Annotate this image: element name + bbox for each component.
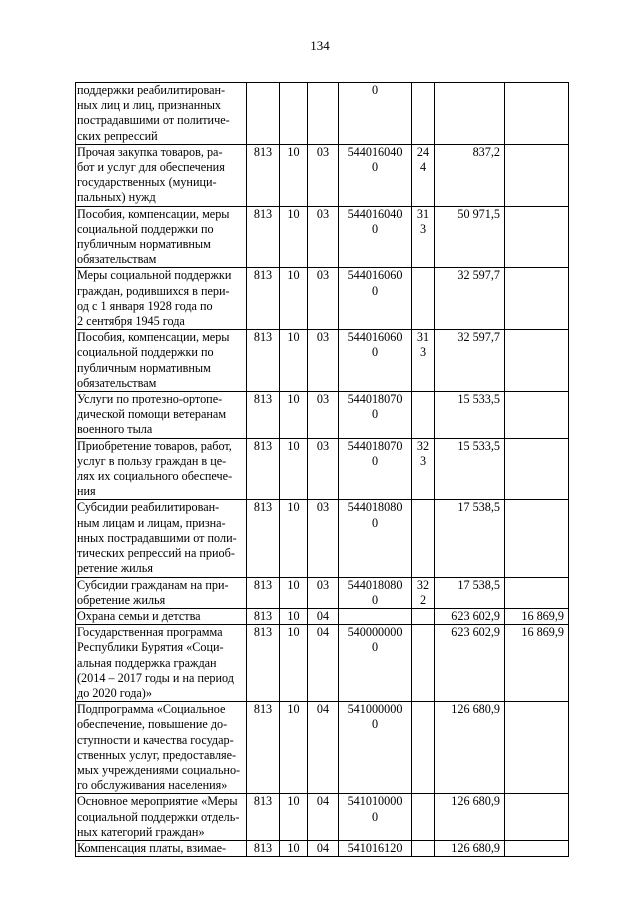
table-row xyxy=(76,83,569,145)
subsection-code-cell: 03 xyxy=(308,500,339,577)
subsection-code-cell: 04 xyxy=(308,794,339,841)
target-article-cell: 544016060 0 xyxy=(339,330,412,392)
subvention-amount-cell xyxy=(505,206,569,268)
section-code-cell: 10 xyxy=(280,268,308,330)
section-code-cell: 10 xyxy=(280,144,308,206)
table-row xyxy=(76,392,569,439)
name-cell: Государственная программа Республики Бурятия «Соци- альная поддержка граждан (2014 – 2017 годы и на период до 2020 года)» xyxy=(76,625,247,702)
ministry-code-cell: 813 xyxy=(247,608,280,624)
ministry-code-cell: 813 xyxy=(247,577,280,608)
name-cell: Подпрограмма «Социальное обеспечение, повышение до- ступности и качества государ- ственных услуг, предоставляе- мых учреждениями социально- го обслуживания населения» xyxy=(76,702,247,794)
section-code-cell: 10 xyxy=(280,608,308,624)
ministry-code-cell: 813 xyxy=(247,625,280,702)
section-code-cell: 10 xyxy=(280,206,308,268)
subsection-code-cell: 03 xyxy=(308,577,339,608)
budget-table xyxy=(75,82,569,857)
table-row xyxy=(76,608,569,624)
expense-type-cell xyxy=(412,83,435,145)
amount-cell: 126 680,9 xyxy=(435,840,505,856)
table-row xyxy=(76,206,569,268)
ministry-code-cell: 813 xyxy=(247,392,280,439)
target-article-cell: 544016040 0 xyxy=(339,206,412,268)
section-code-cell: 10 xyxy=(280,840,308,856)
subvention-amount-cell: 16 869,9 xyxy=(505,608,569,624)
subsection-code-cell: 03 xyxy=(308,144,339,206)
amount-cell: 837,2 xyxy=(435,144,505,206)
target-article-cell: 0 xyxy=(339,83,412,145)
amount-cell: 15 533,5 xyxy=(435,392,505,439)
table-row xyxy=(76,840,569,856)
table-row xyxy=(76,500,569,577)
table-row xyxy=(76,268,569,330)
expense-type-cell xyxy=(412,392,435,439)
ministry-code-cell: 813 xyxy=(247,268,280,330)
amount-cell: 32 597,7 xyxy=(435,268,505,330)
ministry-code-cell: 813 xyxy=(247,206,280,268)
subvention-amount-cell xyxy=(505,330,569,392)
subsection-code-cell: 03 xyxy=(308,330,339,392)
section-code-cell: 10 xyxy=(280,500,308,577)
subsection-code-cell: 03 xyxy=(308,206,339,268)
amount-cell: 50 971,5 xyxy=(435,206,505,268)
section-code-cell: 10 xyxy=(280,330,308,392)
amount-cell: 32 597,7 xyxy=(435,330,505,392)
section-code-cell: 10 xyxy=(280,625,308,702)
target-article-cell: 540000000 0 xyxy=(339,625,412,702)
section-code-cell: 10 xyxy=(280,577,308,608)
target-article-cell: 541016120 xyxy=(339,840,412,856)
table-row xyxy=(76,144,569,206)
amount-cell: 15 533,5 xyxy=(435,438,505,500)
name-cell: Прочая закупка товаров, ра- бот и услуг для обеспечения государственных (муници- пальных) нужд xyxy=(76,144,247,206)
expense-type-cell xyxy=(412,702,435,794)
ministry-code-cell xyxy=(247,83,280,145)
ministry-code-cell: 813 xyxy=(247,438,280,500)
expense-type-cell: 32 3 xyxy=(412,438,435,500)
subvention-amount-cell xyxy=(505,577,569,608)
section-code-cell: 10 xyxy=(280,438,308,500)
subvention-amount-cell xyxy=(505,268,569,330)
target-article-cell: 544018070 0 xyxy=(339,392,412,439)
table-row xyxy=(76,577,569,608)
amount-cell: 126 680,9 xyxy=(435,794,505,841)
subsection-code-cell: 03 xyxy=(308,438,339,500)
amount-cell: 623 602,9 xyxy=(435,608,505,624)
subsection-code-cell: 04 xyxy=(308,702,339,794)
subvention-amount-cell xyxy=(505,840,569,856)
amount-cell: 126 680,9 xyxy=(435,702,505,794)
name-cell: Субсидии реабилитирован- ным лицам и лицам, призна- нных пострадавшими от поли- тических репрессий на приоб- ретение жилья xyxy=(76,500,247,577)
expense-type-cell xyxy=(412,500,435,577)
ministry-code-cell: 813 xyxy=(247,500,280,577)
page-number: 134 xyxy=(310,38,330,53)
target-article-cell: 544018080 0 xyxy=(339,577,412,608)
target-article-cell: 544018070 0 xyxy=(339,438,412,500)
expense-type-cell: 32 2 xyxy=(412,577,435,608)
target-article-cell xyxy=(339,608,412,624)
subsection-code-cell: 04 xyxy=(308,625,339,702)
subsection-code-cell: 03 xyxy=(308,392,339,439)
table-row xyxy=(76,330,569,392)
ministry-code-cell: 813 xyxy=(247,330,280,392)
amount-cell: 623 602,9 xyxy=(435,625,505,702)
section-code-cell: 10 xyxy=(280,794,308,841)
expense-type-cell xyxy=(412,794,435,841)
subvention-amount-cell xyxy=(505,702,569,794)
expense-type-cell: 24 4 xyxy=(412,144,435,206)
subsection-code-cell: 04 xyxy=(308,840,339,856)
expense-type-cell xyxy=(412,625,435,702)
subsection-code-cell: 03 xyxy=(308,268,339,330)
subvention-amount-cell: 16 869,9 xyxy=(505,625,569,702)
subvention-amount-cell xyxy=(505,83,569,145)
subsection-code-cell: 04 xyxy=(308,608,339,624)
expense-type-cell: 31 3 xyxy=(412,206,435,268)
name-cell: Меры социальной поддержки граждан, родившихся в пери- од с 1 января 1928 года по 2 сентября 1945 года xyxy=(76,268,247,330)
subvention-amount-cell xyxy=(505,438,569,500)
name-cell: Пособия, компенсации, меры социальной поддержки по публичным нормативным обязательствам xyxy=(76,206,247,268)
expense-type-cell xyxy=(412,840,435,856)
ministry-code-cell: 813 xyxy=(247,794,280,841)
amount-cell xyxy=(435,83,505,145)
target-article-cell: 544016060 0 xyxy=(339,268,412,330)
ministry-code-cell: 813 xyxy=(247,702,280,794)
expense-type-cell xyxy=(412,608,435,624)
section-code-cell: 10 xyxy=(280,702,308,794)
target-article-cell: 544018080 0 xyxy=(339,500,412,577)
subvention-amount-cell xyxy=(505,500,569,577)
target-article-cell: 541010000 0 xyxy=(339,794,412,841)
expense-type-cell xyxy=(412,268,435,330)
amount-cell: 17 538,5 xyxy=(435,500,505,577)
target-article-cell: 544016040 0 xyxy=(339,144,412,206)
subvention-amount-cell xyxy=(505,794,569,841)
ministry-code-cell: 813 xyxy=(247,144,280,206)
name-cell: Субсидии гражданам на при- обретение жилья xyxy=(76,577,247,608)
name-cell: Приобретение товаров, работ, услуг в пользу граждан в це- лях их социального обеспече- ния xyxy=(76,438,247,500)
name-cell: поддержки реабилитирован- ных лиц и лиц, признанных пострадавшими от политиче- ских репрессий xyxy=(76,83,247,145)
section-code-cell: 10 xyxy=(280,392,308,439)
name-cell: Основное мероприятие «Меры социальной поддержки отдель- ных категорий граждан» xyxy=(76,794,247,841)
name-cell: Услуги по протезно-ортопе- дической помощи ветеранам военного тыла xyxy=(76,392,247,439)
name-cell: Охрана семьи и детства xyxy=(76,608,247,624)
table-body xyxy=(76,83,569,857)
subvention-amount-cell xyxy=(505,392,569,439)
target-article-cell: 541000000 0 xyxy=(339,702,412,794)
table-row xyxy=(76,702,569,794)
subsection-code-cell xyxy=(308,83,339,145)
name-cell: Компенсация платы, взимае- xyxy=(76,840,247,856)
section-code-cell xyxy=(280,83,308,145)
name-cell: Пособия, компенсации, меры социальной поддержки по публичным нормативным обязательствам xyxy=(76,330,247,392)
amount-cell: 17 538,5 xyxy=(435,577,505,608)
expense-type-cell: 31 3 xyxy=(412,330,435,392)
table-row xyxy=(76,625,569,702)
table-row xyxy=(76,438,569,500)
table-row xyxy=(76,794,569,841)
ministry-code-cell: 813 xyxy=(247,840,280,856)
subvention-amount-cell xyxy=(505,144,569,206)
